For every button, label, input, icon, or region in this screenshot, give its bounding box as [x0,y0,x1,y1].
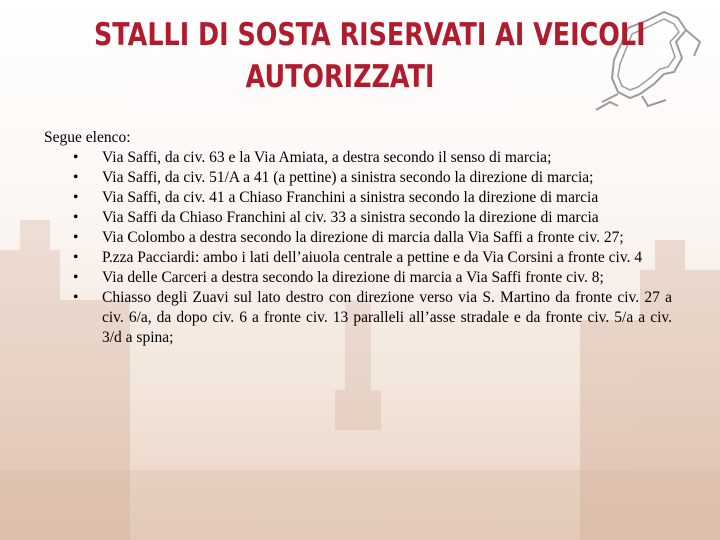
list-item [44,268,672,288]
parking-street-list [44,148,672,348]
list-item [44,188,672,208]
list-item-text: Via delle Carceri a destra secondo la direzione di marcia a Via Saffi fronte civ. 8; [102,269,604,286]
bullet-icon: • [73,269,79,286]
list-item [44,148,672,168]
bullet-icon: • [73,169,79,186]
title-line-2: AUTORIZZATI [245,59,435,95]
slide-title [94,14,646,98]
list-item [44,248,672,268]
list-item [44,168,672,188]
list-item-text: Via Saffi da Chiaso Franchini al civ. 33 a sinistra secondo la direzione di marcia [102,209,599,226]
bullet-icon: • [73,289,79,306]
title-line-1: STALLI DI SOSTA RISERVATI AI VEICOLI [94,17,646,53]
bullet-icon: • [73,209,79,226]
list-item-text: Via Saffi, da civ. 41 a Chiaso Franchini a sinistra secondo la direzione di marcia [102,189,599,206]
list-item-text: Via Saffi, da civ. 51/A a 41 (a pettine) a sinistra secondo la direzione di marcia; [102,169,594,186]
intro-text: Segue elenco: [44,129,131,146]
list-item-text: Via Saffi, da civ. 63 e la Via Amiata, a destra secondo il senso di marcia; [102,149,552,166]
bullet-icon: • [73,189,79,206]
list-item [44,228,672,248]
list-item-text: P.zza Pacciardi: ambo i lati dell’aiuola centrale a pettine e da Via Corsini a fronte civ. 4 [102,249,643,266]
bullet-icon: • [73,149,79,166]
bullet-icon: • [73,229,79,246]
list-item-text: Via Colombo a destra secondo la direzione di marcia dalla Via Saffi a fronte civ. 27; [102,229,624,246]
bullet-icon: • [73,249,79,266]
list-item [44,288,672,348]
list-item-text: Chiasso degli Zuavi sul lato destro con direzione verso via S. Martino da fronte civ. 27 a civ. 6/a, da dopo civ. 6 a fronte civ. 13 paralleli all’asse stradale e da fronte civ. 5/a a civ. 3/d a spina; [102,289,672,346]
list-item [44,208,672,228]
body-text [44,128,672,348]
